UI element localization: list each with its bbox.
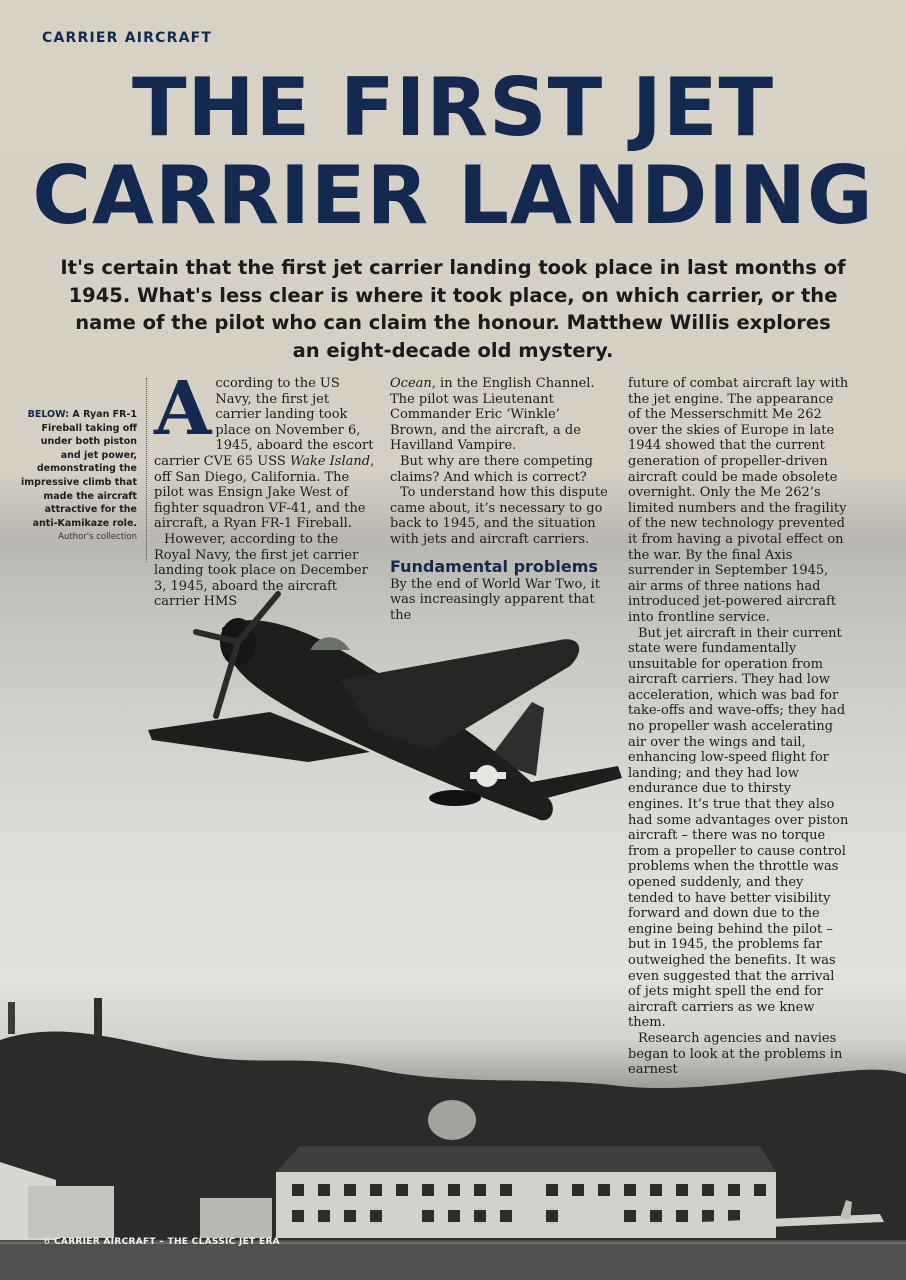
article-column-2 xyxy=(390,376,608,623)
drop-cap: A xyxy=(154,366,212,452)
caption-divider xyxy=(146,378,147,562)
body-p2-b: , in the English Channel. The pilot was Lieutenant Commander Eric ‘Winkle’ Brown, and the aircraft, a de Havilland Vampire. xyxy=(390,376,595,454)
body-p5-continued: future of combat aircraft lay with the jet engine. The appearance of the Messerschmitt Me 262 over the skies of Europe in late 1944 showed that the current generation of propeller-driven aircraft could be made obsolete overnight. Only the Me 262’s limited numbers and the fragility of the new technology prevented it from having a pivotal effect on the war. By the final Axis surrender in September 1945, air arms of three nations had introduced jet-powered aircraft into frontline service. xyxy=(628,376,849,625)
headline xyxy=(0,61,906,242)
ship-name-ocean: Ocean xyxy=(390,376,432,391)
body-p3: But why are there competing claims? And which is correct? xyxy=(390,453,593,485)
headline-line-1: THE FIRST JET xyxy=(131,61,775,154)
caption-credit: Author's collection xyxy=(58,532,137,543)
standfirst: It's certain that the first jet carrier landing took place in last months of 1945. What's less clear is where it took place, on which carrier, or the name of the pilot who can claim the honour. Matthew Willis explores an eight-decade old mystery. xyxy=(60,256,846,362)
page-footer xyxy=(44,1237,280,1247)
section-label: CARRIER AIRCRAFT xyxy=(42,30,213,46)
page-number: 6 xyxy=(44,1237,51,1247)
body-p1-b: , off San Diego, California. The pilot was Ensign Jake West of fighter squadron VF-41, and the aircraft, a Ryan FR-1 Fireball. xyxy=(154,453,375,532)
body-p6: But jet aircraft in their current state were fundamentally unsuitable for operation from aircraft carriers. They had low acceleration, which was bad for take-offs and wave-offs; they had no propeller wash accelerating air over the wings and tail, enhancing low-speed flight for landing; and they had low endurance due to thirsty engines. It’s true that they also had some advantages over piston aircraft – there was no torque from a propeller to cause control problems when the throttle was opened suddenly, and they tended to have better visibility forward and down due to the engine being behind the pilot – but in 1945, the problems far outweighed the benefits. It was even suggested that the arrival of jets might spell the end for aircraft carriers as we knew them. xyxy=(628,625,849,1031)
footer-title: CARRIER AIRCRAFT – THE CLASSIC JET ERA xyxy=(54,1237,280,1247)
body-p7: Research agencies and navies began to look at the problems in earnest xyxy=(628,1030,843,1078)
headline-line-2: CARRIER LANDING xyxy=(32,149,874,242)
article-column-1 xyxy=(154,366,376,610)
ship-name-wake-island: Wake Island xyxy=(289,453,371,469)
body-p1-a: ccording to the US Navy, the first jet carrier landing took place on November 6, 1945, aboard the escort carrier CVE 65 USS xyxy=(154,376,374,469)
photo-caption xyxy=(18,408,137,545)
article-column-3 xyxy=(628,376,850,1078)
subhead-fundamental-problems: Fundamental problems xyxy=(390,556,598,576)
body-p5: By the end of World War Two, it was increasingly apparent that the xyxy=(390,576,601,623)
body-p2-a: However, according to the Royal Navy, the first jet carrier landing took place on December 3, 1945, aboard the aircraft carrier HMS xyxy=(154,531,368,610)
caption-text: A Ryan FR-1 Fireball taking off under both piston and jet power, demonstrating the impressive climb that made the aircraft attractive for the anti-Kamikaze role. xyxy=(21,409,137,529)
caption-lead: BELOW: xyxy=(27,409,70,420)
body-p4: To understand how this dispute came about, it’s necessary to go back to 1945, and the situation with jets and aircraft carriers. xyxy=(390,485,608,547)
